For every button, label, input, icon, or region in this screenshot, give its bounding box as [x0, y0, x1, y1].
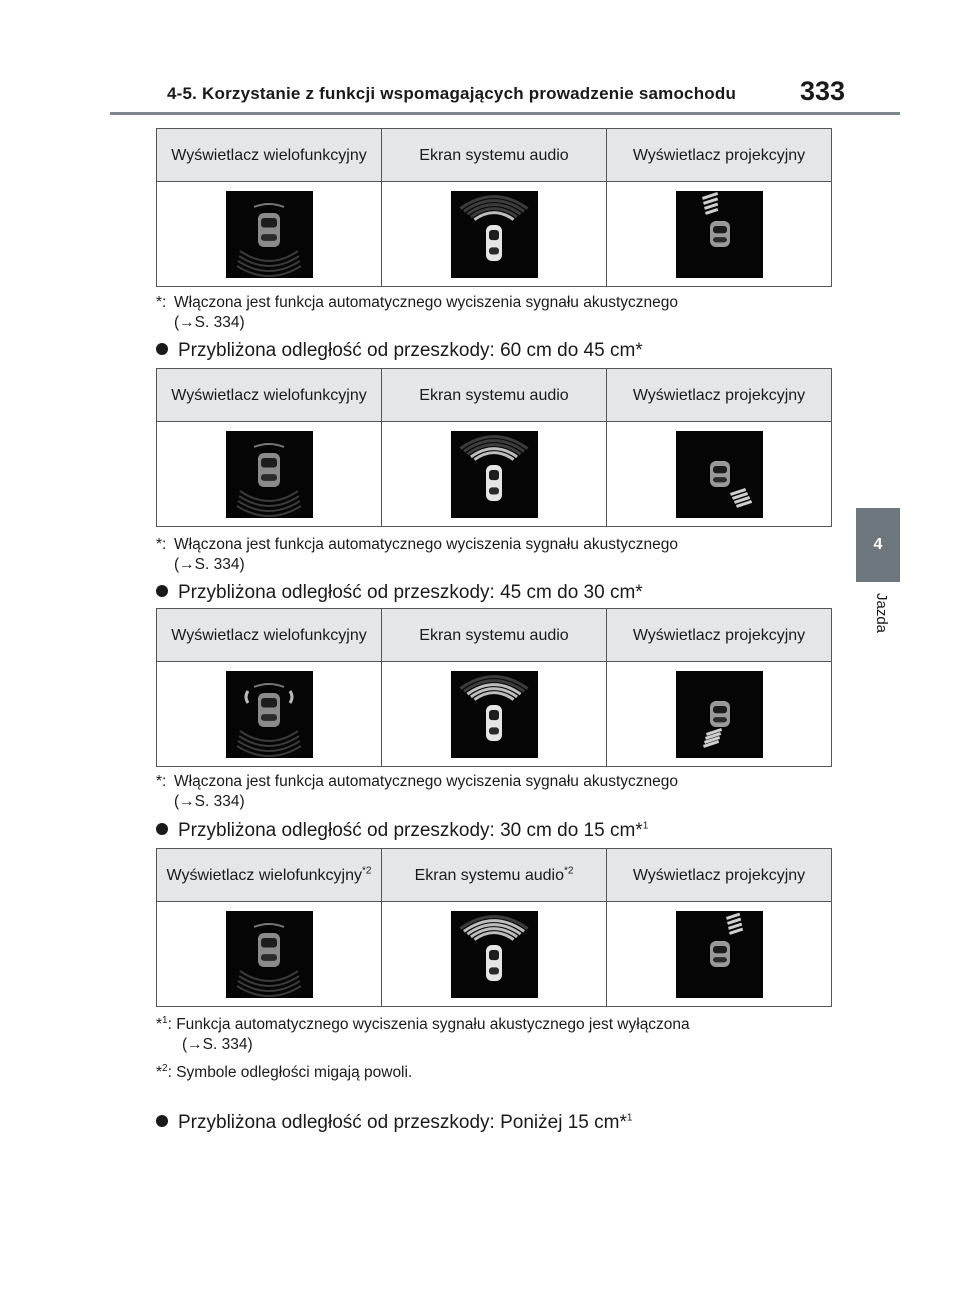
bullet-dot-icon — [156, 1115, 168, 1127]
multi-display-image — [226, 431, 313, 518]
hud-display-image — [676, 671, 763, 758]
table-header-cell: Wyświetlacz wielofunkcyjny — [157, 129, 382, 182]
multi-display-image — [226, 191, 313, 278]
display-table-3 — [156, 608, 832, 767]
table-header-cell: Wyświetlacz projekcyjny — [607, 849, 832, 902]
display-table-1 — [156, 128, 832, 287]
car-icon — [710, 461, 730, 487]
table-header-cell: Ekran systemu audio — [382, 609, 607, 662]
hud-screen — [676, 671, 763, 758]
audio-display-image — [451, 431, 538, 518]
footnote: *: Włączona jest funkcja automatycznego wyciszenia sygnału akustycznego (→S. 334) — [156, 773, 679, 810]
car-icon — [710, 221, 730, 247]
audio-display-image — [451, 911, 538, 998]
audio-screen — [451, 911, 538, 998]
multi-display-screen — [226, 431, 313, 518]
car-icon — [710, 701, 730, 727]
chapter-label: Jazda — [873, 593, 890, 634]
hud-screen — [676, 431, 763, 518]
table-cell — [382, 902, 607, 1007]
footnote: *$^1$: Funkcja automatycznego wyciszenia sygnału akustycznego jest wyłączona (→S. 334) — [156, 1014, 690, 1053]
hud-screen — [676, 911, 763, 998]
table-header-cell: Ekran systemu audio — [382, 369, 607, 422]
display-table-4 — [156, 848, 832, 1007]
table-header-cell: Ekran systemu audio$^{*2}$ — [382, 849, 607, 902]
table-cell — [157, 182, 382, 287]
table-header-cell: Wyświetlacz projekcyjny — [607, 369, 832, 422]
table-header-cell: Wyświetlacz projekcyjny — [607, 129, 832, 182]
footnote: *: Włączona jest funkcja automatycznego wyciszenia sygnału akustycznego (→S. 334) — [156, 294, 679, 331]
table-header-cell: Ekran systemu audio — [382, 129, 607, 182]
footnote: *$^2$: Symbole odległości migają powoli. — [156, 1062, 413, 1081]
audio-screen — [451, 191, 538, 278]
audio-screen — [451, 431, 538, 518]
table-cell — [382, 422, 607, 527]
car-icon — [710, 941, 730, 967]
table-cell — [382, 662, 607, 767]
multi-display-screen — [226, 191, 313, 278]
footnote: *: Włączona jest funkcja automatycznego wyciszenia sygnału akustycznego (→S. 334) — [156, 536, 679, 573]
audio-display-image — [451, 191, 538, 278]
table-header-cell: Wyświetlacz wielofunkcyjny — [157, 369, 382, 422]
page-header-title: 4-5. Korzystanie z funkcji wspomagających prowadzenie samochodu — [167, 84, 737, 103]
table-header-cell: Wyświetlacz projekcyjny — [607, 609, 832, 662]
multi-display-image — [226, 671, 313, 758]
table-cell — [607, 902, 832, 1007]
table-cell — [157, 662, 382, 767]
audio-screen — [451, 671, 538, 758]
table-cell — [607, 422, 832, 527]
hud-screen — [676, 191, 763, 278]
distance-bullet: Przybliżona odległość od przeszkody: 60 cm do 45 cm* — [156, 340, 643, 362]
bullet-dot-icon — [156, 585, 168, 597]
multi-display-screen — [226, 671, 313, 758]
distance-bullet: Przybliżona odległość od przeszkody: 30 cm do 15 cm*$^1$ — [156, 820, 648, 842]
chapter-tab[interactable]: 4 — [856, 508, 900, 582]
multi-display-screen — [226, 911, 313, 998]
audio-display-image — [451, 671, 538, 758]
multi-display-image — [226, 911, 313, 998]
hud-display-image — [676, 191, 763, 278]
table-cell — [157, 422, 382, 527]
page-number: 333 — [800, 76, 846, 106]
table-cell — [157, 902, 382, 1007]
table-cell — [382, 182, 607, 287]
header-divider — [110, 112, 900, 115]
distance-bullet: Przybliżona odległość od przeszkody: 45 cm do 30 cm* — [156, 582, 643, 604]
table-header-cell: Wyświetlacz wielofunkcyjny — [157, 609, 382, 662]
distance-bullet: Przybliżona odległość od przeszkody: Poniżej 15 cm*$^1$ — [156, 1112, 632, 1134]
table-cell — [607, 182, 832, 287]
display-table-2 — [156, 368, 832, 527]
hud-display-image — [676, 911, 763, 998]
table-cell — [607, 662, 832, 767]
table-header-cell: Wyświetlacz wielofunkcyjny$^{*2}$ — [157, 849, 382, 902]
bullet-dot-icon — [156, 823, 168, 835]
hud-display-image — [676, 431, 763, 518]
bullet-dot-icon — [156, 343, 168, 355]
